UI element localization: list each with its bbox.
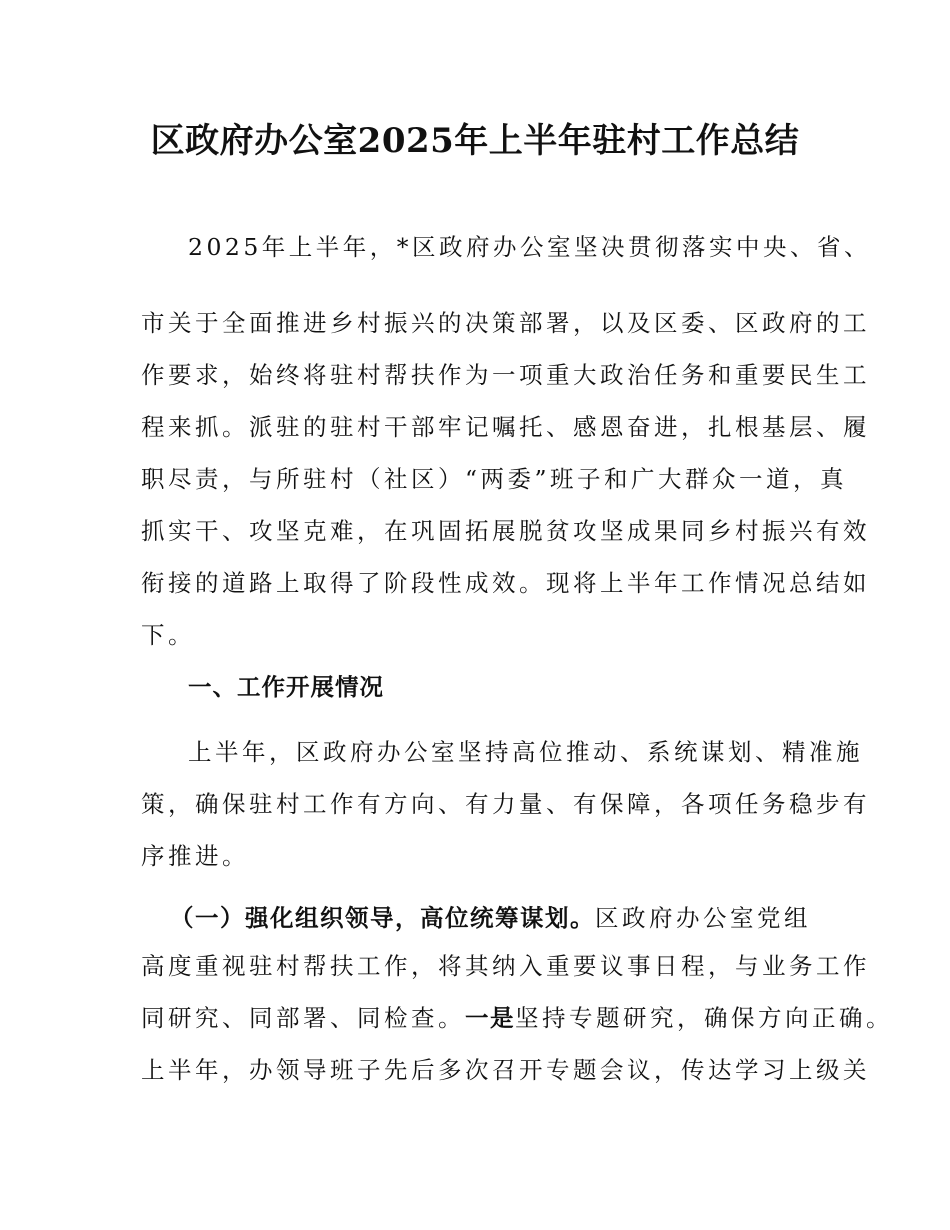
subsection-1-line-3-rest: 坚持专题研究，确保方向正确。	[515, 1004, 893, 1032]
paragraph-1-line-6: 抓实干、攻坚克难，在巩固拓展脱贫攻坚成果同乡村振兴有效	[141, 517, 870, 545]
paragraph-1-line-8: 下。	[141, 621, 195, 649]
paragraph-1-line-5: 职尽责，与所驻村（社区）“两委”班子和广大群众一道，真	[141, 465, 848, 493]
subsection-1-line-3	[141, 996, 893, 1040]
subsection-1-heading: （一）强化组织领导，高位统筹谋划。	[170, 904, 595, 932]
paragraph-1-line-2: 市关于全面推进乡村振兴的决策部署，以及区委、区政府的工	[141, 309, 870, 337]
paragraph-2-line-1: 上半年，区政府办公室坚持高位推动、系统谋划、精准施	[188, 738, 863, 766]
paragraph-1-line-1: 2025年上半年，*区政府办公室坚决贯彻落实中央、省、	[188, 233, 872, 261]
section-1-heading: 一、工作开展情况	[188, 673, 384, 701]
paragraph-1-line-4: 程来抓。派驻的驻村干部牢记嘱托、感恩奋进，扎根基层、履	[141, 413, 870, 441]
subsection-1-line-3-start: 同研究、同部署、同检查。	[141, 1004, 465, 1032]
subsection-1-line-4: 上半年，办领导班子先后多次召开专题会议，传达学习上级关	[141, 1056, 870, 1084]
paragraph-2-line-2: 策，确保驻村工作有方向、有力量、有保障，各项任务稳步有	[141, 790, 870, 818]
subsection-1-line-1	[170, 896, 870, 940]
subsection-1-line-1-text: 区政府办公室党组	[595, 904, 811, 932]
paragraph-1-line-3: 作要求，始终将驻村帮扶作为一项重大政治任务和重要民生工	[141, 361, 870, 389]
document-title: 区政府办公室2025年上半年驻村工作总结	[150, 121, 800, 161]
paragraph-2-line-3: 序推进。	[141, 842, 249, 870]
point-one-label: 一是	[465, 1004, 515, 1032]
paragraph-1-line-7: 衔接的道路上取得了阶段性成效。现将上半年工作情况总结如	[141, 569, 870, 597]
subsection-1-line-2: 高度重视驻村帮扶工作，将其纳入重要议事日程，与业务工作	[141, 952, 870, 980]
